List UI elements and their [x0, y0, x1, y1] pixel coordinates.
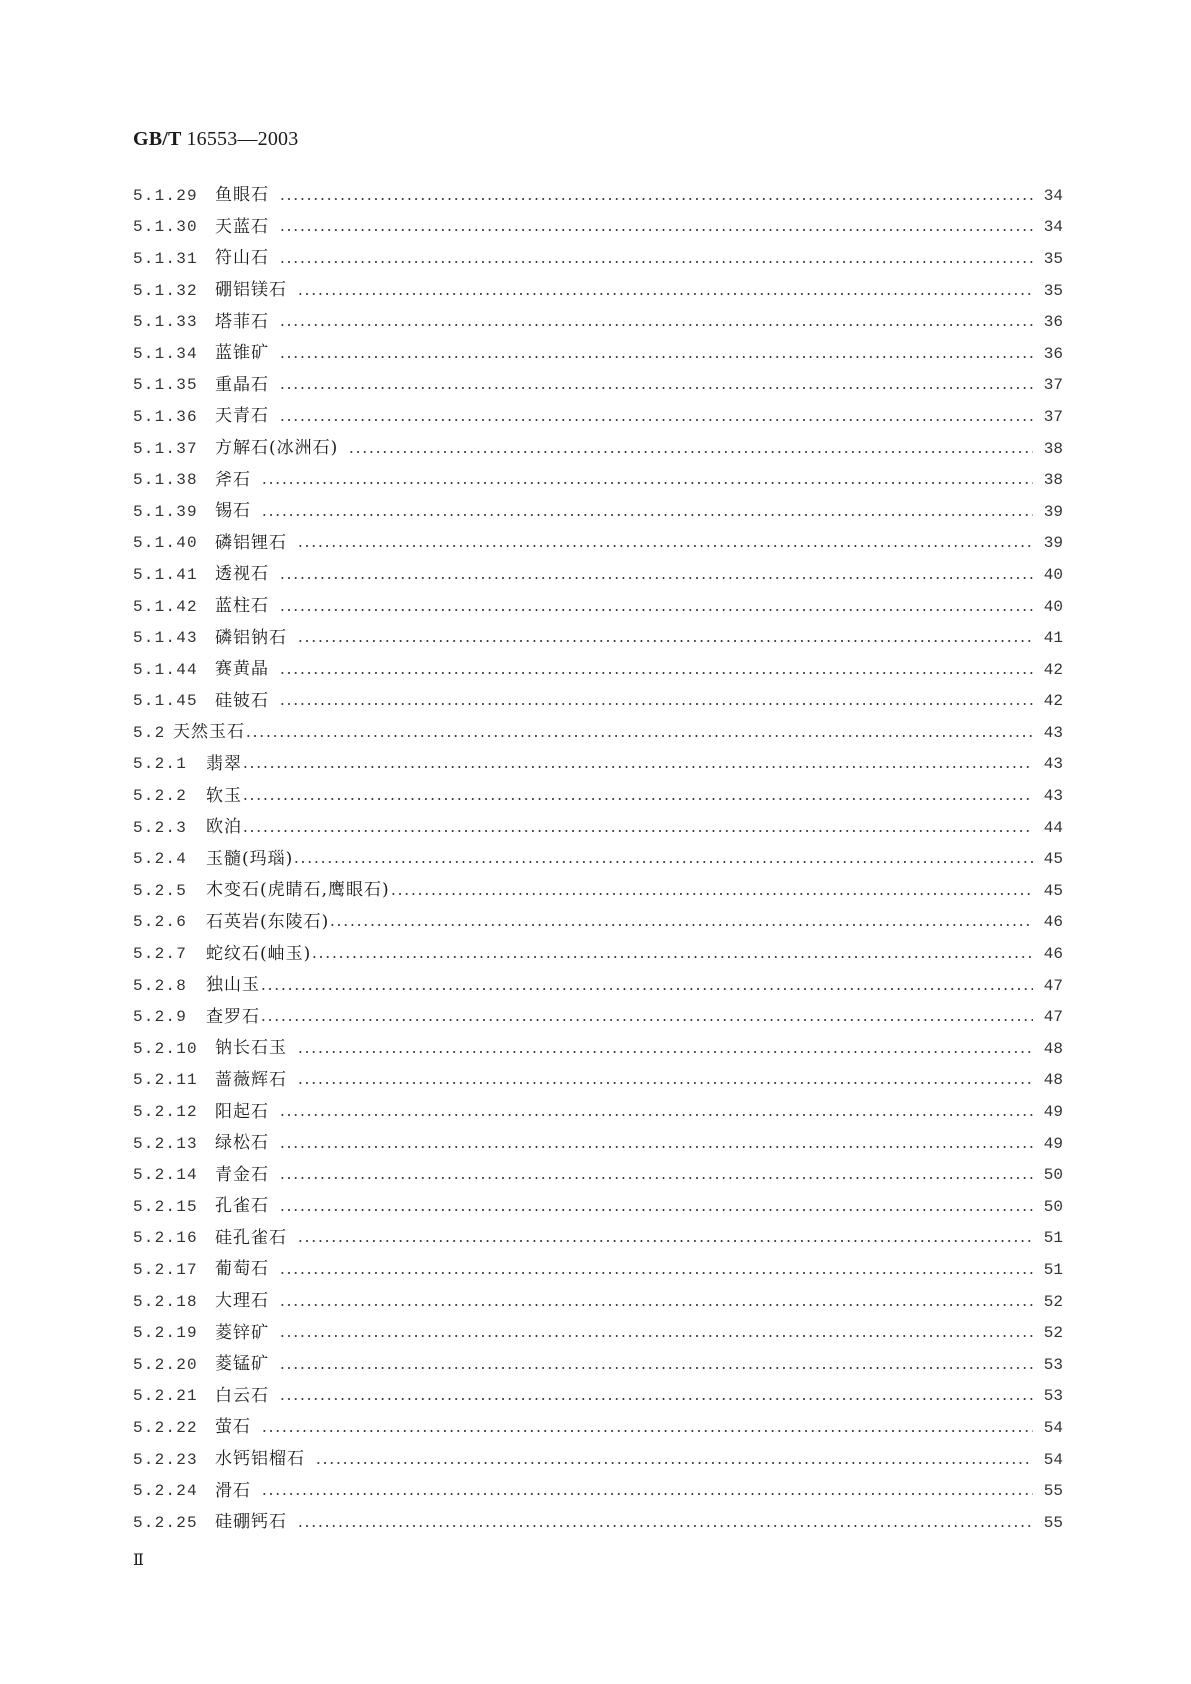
toc-entry-title: 鱼眼石: [215, 185, 269, 206]
toc-entry-number: 5.1.33: [133, 313, 198, 332]
toc-entry-title: 塔菲石: [215, 311, 269, 332]
toc-entry-number: 5.2.15: [133, 1197, 198, 1216]
toc-entry-title: 硅孔雀石: [215, 1227, 287, 1248]
toc-entry-page: 55: [1043, 1482, 1063, 1501]
toc-entry-page: 38: [1043, 439, 1063, 458]
toc-entry-number: 5.2.5: [133, 881, 188, 900]
toc-leader-dots: [242, 829, 1033, 833]
toc-entry-page: 47: [1043, 1008, 1063, 1027]
toc-entry-page: 37: [1043, 407, 1063, 426]
toc-leader-dots: [279, 576, 1033, 580]
toc-entry: [133, 686, 1063, 718]
toc-leader-dots: [279, 1366, 1033, 1370]
toc-entry: [133, 938, 1063, 970]
toc-entry-page: 38: [1043, 471, 1063, 490]
toc-leader-dots: [279, 1303, 1033, 1307]
toc-entry-title: 阳起石: [215, 1101, 269, 1122]
toc-entry-page: 36: [1043, 313, 1063, 332]
toc-entry: [133, 180, 1063, 212]
toc-entry-title: 软玉: [206, 785, 242, 806]
toc-entry-number: 5.1.42: [133, 597, 198, 616]
toc-entry-page: 34: [1043, 186, 1063, 205]
toc-entry-number: 5.2.4: [133, 850, 188, 869]
toc-entry-title: 绿松石: [215, 1133, 269, 1154]
toc-entry-title: 大理石: [215, 1291, 269, 1312]
toc-entry-title: 葡萄石: [215, 1259, 269, 1280]
toc-entry-title: 蔷薇辉石: [215, 1069, 287, 1090]
toc-entry-number: 5.2.9: [133, 1008, 188, 1027]
toc-leader-dots: [279, 1208, 1033, 1212]
toc-entry-title: 蓝柱石: [215, 596, 269, 617]
toc-entry-page: 42: [1043, 692, 1063, 711]
toc-entry-number: 5.2.25: [133, 1513, 198, 1532]
toc-entry: [133, 275, 1063, 307]
toc-entry-page: 40: [1043, 565, 1063, 584]
toc-entry: [133, 1159, 1063, 1191]
toc-entry: [133, 1033, 1063, 1065]
toc-entry-title: 赛黄晶: [215, 659, 269, 680]
toc-leader-dots: [279, 1113, 1033, 1117]
toc-entry: [133, 401, 1063, 433]
toc-entry-page: 47: [1043, 976, 1063, 995]
toc-entry: [133, 212, 1063, 244]
toc-entry: [133, 1412, 1063, 1444]
toc-leader-dots: [293, 860, 1033, 864]
toc-entry-number: 5.1.40: [133, 534, 198, 553]
toc-leader-dots: [261, 481, 1033, 485]
toc-entry-page: 53: [1043, 1355, 1063, 1374]
toc-leader-dots: [297, 1524, 1033, 1528]
toc-leader-dots: [297, 1239, 1033, 1243]
toc-entry-title: 磷铝锂石: [215, 532, 287, 553]
toc-entry-page: 49: [1043, 1134, 1063, 1153]
toc-entry: [133, 370, 1063, 402]
toc-entry-page: 35: [1043, 281, 1063, 300]
toc-entry-number: 5.1.37: [133, 439, 198, 458]
toc-entry-title: 方解石(冰洲石): [215, 438, 339, 459]
toc-entry-number: 5.2: [133, 723, 166, 742]
toc-entry: [133, 1349, 1063, 1381]
toc-leader-dots: [279, 228, 1033, 232]
toc-entry-page: 46: [1043, 945, 1063, 964]
toc-entry-title: 青金石: [215, 1164, 269, 1185]
toc-leader-dots: [279, 702, 1033, 706]
toc-leader-dots: [297, 544, 1033, 548]
toc-leader-dots: [297, 1050, 1033, 1054]
toc-entry-title: 菱锌矿: [215, 1322, 269, 1343]
toc-entry-page: 39: [1043, 502, 1063, 521]
toc-entry-number: 5.2.8: [133, 976, 188, 995]
toc-entry: [133, 464, 1063, 496]
toc-leader-dots: [261, 1492, 1033, 1496]
toc-entry: [133, 1317, 1063, 1349]
toc-entry-title: 孔雀石: [215, 1196, 269, 1217]
toc-entry-number: 5.2.11: [133, 1071, 198, 1090]
toc-entry-title: 查罗石: [206, 1006, 260, 1027]
toc-entry-number: 5.1.30: [133, 218, 198, 237]
toc-entry-page: 52: [1043, 1324, 1063, 1343]
toc-entry-number: 5.1.31: [133, 249, 198, 268]
toc-entry-number: 5.1.41: [133, 565, 198, 584]
toc-leader-dots: [329, 923, 1033, 927]
toc-entry: [133, 717, 1063, 749]
toc-leader-dots: [260, 1018, 1033, 1022]
toc-leader-dots: [297, 1081, 1033, 1085]
toc-entry-number: 5.1.32: [133, 281, 198, 300]
toc-entry-number: 5.1.44: [133, 660, 198, 679]
toc-leader-dots: [260, 987, 1033, 991]
toc-entry-title: 磷铝钠石: [215, 627, 287, 648]
toc-entry-page: 54: [1043, 1418, 1063, 1437]
toc-entry: [133, 1444, 1063, 1476]
toc-entry-title: 天青石: [215, 406, 269, 427]
toc-leader-dots: [279, 1334, 1033, 1338]
standard-number: 16553—2003: [186, 128, 299, 150]
toc-leader-dots: [279, 260, 1033, 264]
toc-entry-title: 萤石: [215, 1417, 251, 1438]
toc-entry-number: 5.1.45: [133, 692, 198, 711]
toc-entry-title: 硅铍石: [215, 690, 269, 711]
standard-code: GB/T: [133, 128, 182, 150]
toc-entry-number: 5.2.20: [133, 1355, 198, 1374]
toc-entry-page: 42: [1043, 660, 1063, 679]
toc-entry-number: 5.1.43: [133, 629, 198, 648]
toc-entry-page: 54: [1043, 1450, 1063, 1469]
toc-entry: [133, 559, 1063, 591]
toc-entry: [133, 907, 1063, 939]
toc-entry: [133, 812, 1063, 844]
toc-entry-title: 石英岩(东陵石): [206, 911, 330, 932]
toc-leader-dots: [279, 386, 1033, 390]
toc-entry-page: 45: [1043, 881, 1063, 900]
toc-entry: [133, 1254, 1063, 1286]
toc-entry: [133, 1381, 1063, 1413]
toc-entry-title: 独山玉: [206, 975, 260, 996]
toc-entry-page: 52: [1043, 1292, 1063, 1311]
toc-entry-number: 5.2.13: [133, 1134, 198, 1153]
toc-entry: [133, 306, 1063, 338]
toc-entry: [133, 1475, 1063, 1507]
toc-entry: [133, 591, 1063, 623]
toc-leader-dots: [279, 671, 1033, 675]
toc-entry-number: 5.2.22: [133, 1418, 198, 1437]
toc-entry-page: 55: [1043, 1513, 1063, 1532]
toc-entry-page: 43: [1043, 787, 1063, 806]
toc-entry: [133, 496, 1063, 528]
toc-entry-title: 白云石: [215, 1385, 269, 1406]
toc-entry-title: 滑石: [215, 1480, 251, 1501]
toc-entry: [133, 780, 1063, 812]
toc-entry: [133, 243, 1063, 275]
toc-leader-dots: [261, 1429, 1033, 1433]
toc-entry-number: 5.2.23: [133, 1450, 198, 1469]
toc-entry: [133, 1096, 1063, 1128]
toc-entry: [133, 1001, 1063, 1033]
toc-leader-dots: [242, 797, 1033, 801]
toc-entry-title: 蛇纹石(岫玉): [206, 943, 312, 964]
toc-entry-title: 锡石: [215, 501, 251, 522]
toc-entry-number: 5.2.14: [133, 1166, 198, 1185]
toc-entry-page: 45: [1043, 850, 1063, 869]
toc-leader-dots: [279, 418, 1033, 422]
toc-entry-number: 5.1.34: [133, 344, 198, 363]
toc-entry-title: 符山石: [215, 248, 269, 269]
toc-entry-page: 50: [1043, 1197, 1063, 1216]
toc-leader-dots: [245, 734, 1033, 738]
footer-page-number: Ⅱ: [133, 1552, 144, 1569]
toc-entry-number: 5.2.10: [133, 1039, 198, 1058]
toc-entry: [133, 1128, 1063, 1160]
toc-entry-number: 5.2.19: [133, 1324, 198, 1343]
toc-leader-dots: [279, 1397, 1033, 1401]
toc-leader-dots: [261, 513, 1033, 517]
toc-entry-title: 硅硼钙石: [215, 1512, 287, 1533]
toc-entry-page: 53: [1043, 1387, 1063, 1406]
toc-entry-number: 5.2.3: [133, 818, 188, 837]
toc-entry-page: 49: [1043, 1103, 1063, 1122]
toc-entry: [133, 1507, 1063, 1539]
toc-entry-page: 39: [1043, 534, 1063, 553]
toc-leader-dots: [297, 292, 1033, 296]
toc-entry-page: 50: [1043, 1166, 1063, 1185]
toc-entry-page: 48: [1043, 1071, 1063, 1090]
toc-leader-dots: [279, 1145, 1033, 1149]
toc-leader-dots: [279, 197, 1033, 201]
toc-entry-number: 5.2.16: [133, 1229, 198, 1248]
toc-entry-page: 34: [1043, 218, 1063, 237]
toc-entry: [133, 1065, 1063, 1097]
toc-entry-number: 5.2.17: [133, 1260, 198, 1279]
toc-entry-title: 硼铝镁石: [215, 280, 287, 301]
toc-entry-number: 5.2.18: [133, 1292, 198, 1311]
toc-entry: [133, 970, 1063, 1002]
toc-entry: [133, 654, 1063, 686]
toc-entry-number: 5.1.36: [133, 407, 198, 426]
toc-entry-number: 5.2.24: [133, 1482, 198, 1501]
toc-entry: [133, 1286, 1063, 1318]
toc-entry-title: 天然玉石: [173, 722, 245, 743]
toc-entry: [133, 749, 1063, 781]
toc-entry-page: 41: [1043, 629, 1063, 648]
toc-leader-dots: [390, 892, 1033, 896]
toc-entry-title: 玉髓(玛瑙): [206, 848, 294, 869]
toc-leader-dots: [315, 1461, 1033, 1465]
document-code: [133, 128, 298, 151]
toc-entry-title: 翡翠: [206, 753, 242, 774]
toc-entry: [133, 843, 1063, 875]
toc-entry-page: 51: [1043, 1229, 1063, 1248]
toc-entry-number: 5.1.29: [133, 186, 198, 205]
toc-entry-title: 欧泊: [206, 817, 242, 838]
toc-entry-number: 5.1.38: [133, 471, 198, 490]
toc-entry-number: 5.2.1: [133, 755, 188, 774]
toc-entry-page: 37: [1043, 376, 1063, 395]
toc-entry-page: 44: [1043, 818, 1063, 837]
toc-entry-number: 5.2.12: [133, 1103, 198, 1122]
toc-entry-page: 43: [1043, 723, 1063, 742]
toc-entry-number: 5.1.35: [133, 376, 198, 395]
toc-entry-number: 5.2.2: [133, 787, 188, 806]
toc-leader-dots: [279, 608, 1033, 612]
toc-leader-dots: [297, 639, 1033, 643]
toc-entry-title: 菱锰矿: [215, 1354, 269, 1375]
toc-entry-page: 35: [1043, 249, 1063, 268]
toc-entry-number: 5.2.21: [133, 1387, 198, 1406]
toc-entry-title: 木变石(虎睛石,鹰眼石): [206, 880, 390, 901]
toc-leader-dots: [279, 355, 1033, 359]
toc-entry-title: 钠长石玉: [215, 1038, 287, 1059]
toc-entry-title: 斧石: [215, 469, 251, 490]
toc-leader-dots: [348, 450, 1033, 454]
toc-entry-page: 48: [1043, 1039, 1063, 1058]
toc-entry-title: 水钙铝榴石: [215, 1449, 305, 1470]
toc-leader-dots: [279, 1176, 1033, 1180]
table-of-contents: [133, 180, 1063, 1539]
toc-entry-title: 透视石: [215, 564, 269, 585]
toc-entry: [133, 875, 1063, 907]
toc-entry-page: 43: [1043, 755, 1063, 774]
toc-leader-dots: [311, 955, 1033, 959]
toc-leader-dots: [279, 1271, 1033, 1275]
toc-entry-page: 36: [1043, 344, 1063, 363]
toc-entry-page: 46: [1043, 913, 1063, 932]
toc-entry: [133, 338, 1063, 370]
toc-entry-title: 蓝锥矿: [215, 343, 269, 364]
toc-entry: [133, 1223, 1063, 1255]
toc-entry-title: 天蓝石: [215, 216, 269, 237]
toc-leader-dots: [242, 765, 1033, 769]
toc-entry-page: 51: [1043, 1260, 1063, 1279]
toc-entry-number: 5.1.39: [133, 502, 198, 521]
toc-entry: [133, 528, 1063, 560]
toc-leader-dots: [279, 323, 1033, 327]
toc-entry: [133, 1191, 1063, 1223]
toc-entry-number: 5.2.7: [133, 945, 188, 964]
toc-entry-page: 40: [1043, 597, 1063, 616]
toc-entry: [133, 622, 1063, 654]
toc-entry-title: 重晶石: [215, 374, 269, 395]
toc-entry-number: 5.2.6: [133, 913, 188, 932]
toc-entry: [133, 433, 1063, 465]
